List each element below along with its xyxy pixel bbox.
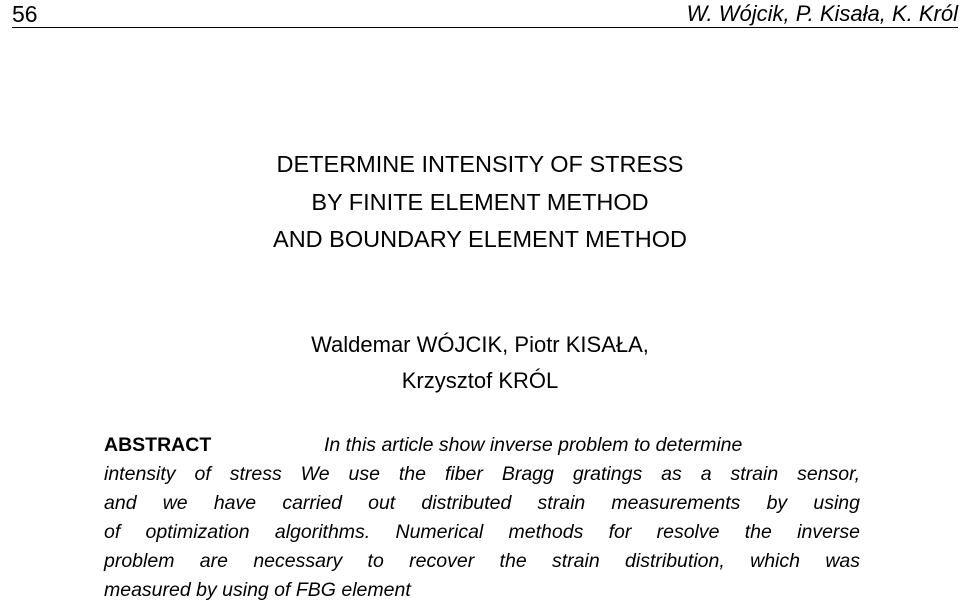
title-line: AND BOUNDARY ELEMENT METHOD [273,226,687,252]
abstract-line: problem are necessary to recover the strain distribution, which was [104,550,860,572]
author-list [0,327,960,399]
page-header [12,0,958,28]
abstract-line: measured by using of FBG element [104,579,411,601]
abstract-line: intensity of stress We use the fiber Bragg gratings as a strain sensor, [104,463,860,485]
running-head-authors: W. Wójcik, P. Kisała, K. Król [686,1,958,26]
paper-title [0,146,960,259]
page-number: 56 [12,1,38,27]
abstract-line: and we have carried out distributed strain measurements by using [104,492,860,514]
abstract-section [104,431,860,605]
abstract-first-line [104,431,860,460]
abstract-heading: ABSTRACT [104,434,212,456]
title-line: DETERMINE INTENSITY OF STRESS [276,151,684,177]
title-line: BY FINITE ELEMENT METHOD [311,188,649,215]
author-line: Waldemar WÓJCIK, Piotr KISAŁA, [311,332,649,357]
abstract-line: In this article show inverse problem to determine [324,434,743,456]
abstract-line: of optimization algorithms. Numerical methods for resolve the inverse [104,521,860,543]
author-line: Krzysztof KRÓL [401,368,559,393]
